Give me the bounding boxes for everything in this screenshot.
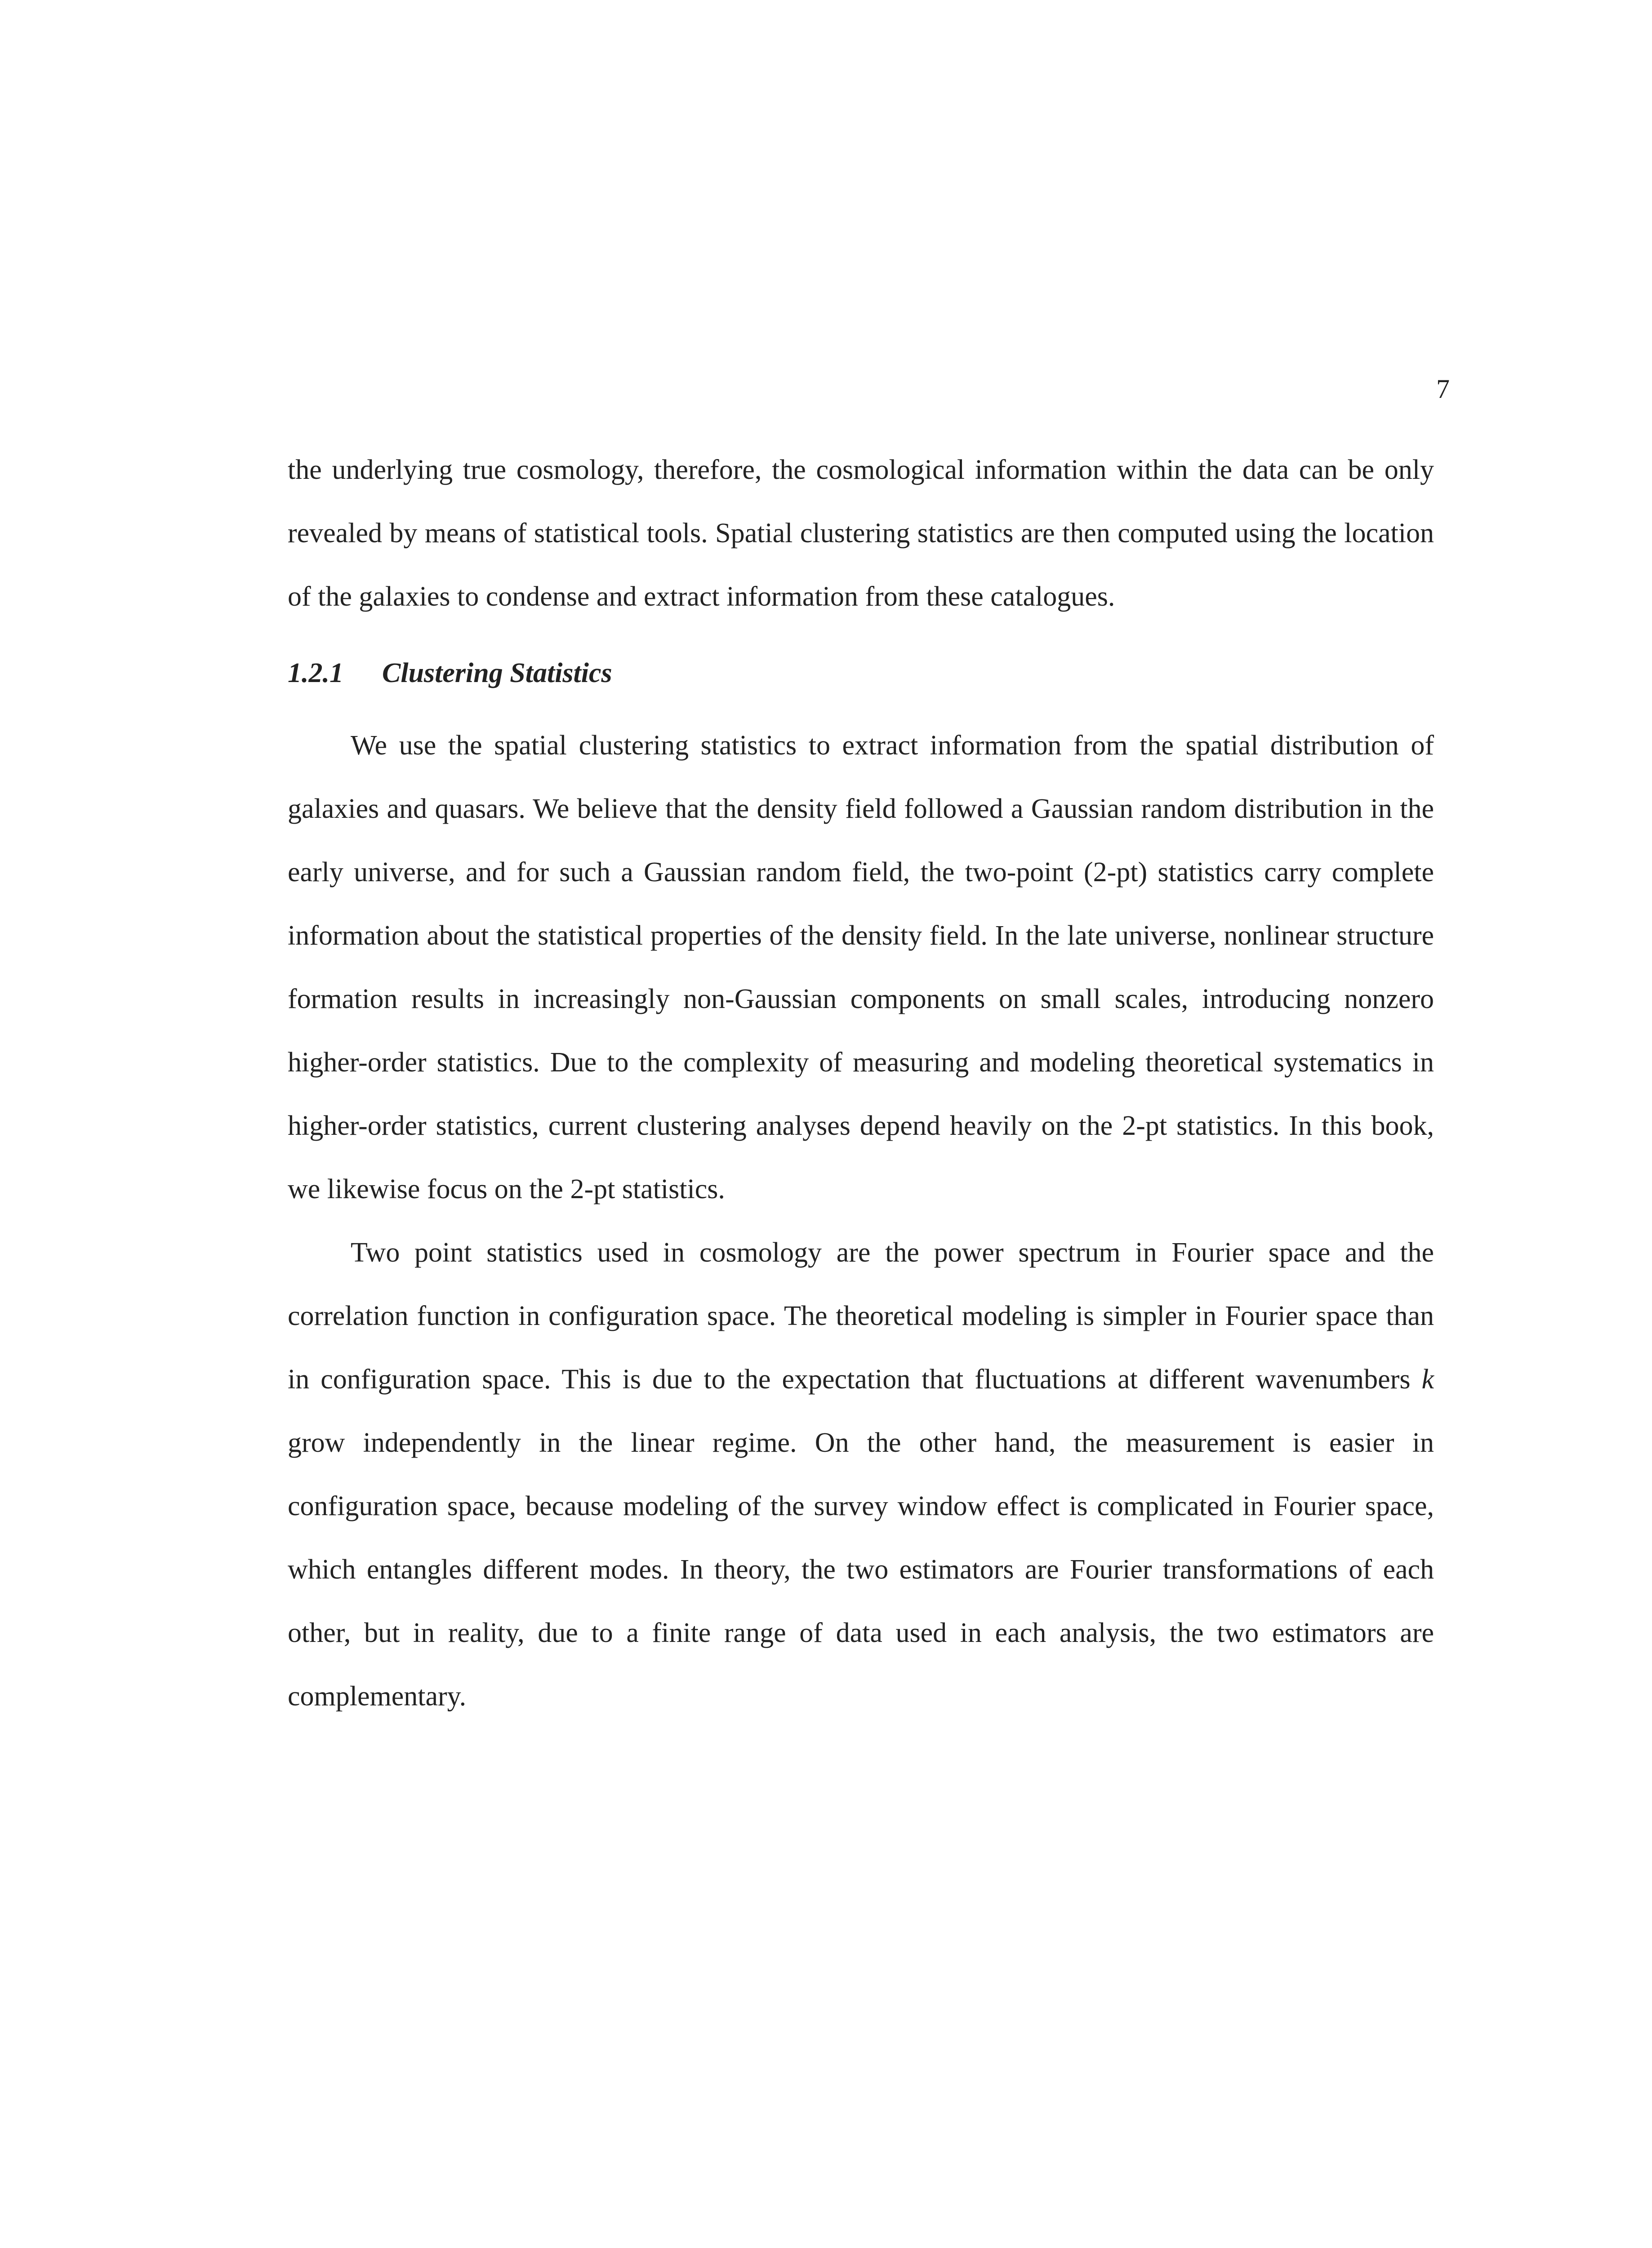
page-number: 7 [1436,374,1450,404]
paragraph-two-point-text-1: Two point statistics used in cosmology are the power spectrum in Fourier space and the correlation function in configuration space. The theoretical modeling is simpler in Fourier space than in configuration space. This is due to the expectation that fluctuations at different wavenumbers [288,1237,1434,1395]
wavenumber-symbol: k [1421,1364,1434,1395]
paragraph-two-point [288,1221,1434,1728]
paragraph-clustering: We use the spatial clustering statistics to extract information from the spatial distribution of galaxies and quasars. We believe that the density field followed a Gaussian random distribution in the early universe, and for such a Gaussian random field, the two-point (2-pt) statistics carry complete information about the statistical properties of the density field. In the late universe, nonlinear structure formation results in increasingly non-Gaussian components on small scales, introducing nonzero higher-order statistics. Due to the complexity of measuring and modeling theoretical systematics in higher-order statistics, current clustering analyses depend heavily on the 2-pt statistics. In this book, we likewise focus on the 2-pt statistics. [288,730,1434,1204]
page-body [288,438,1434,1728]
section-heading [288,653,1434,693]
section-number: 1.2.1 [288,658,343,688]
paragraph-intro: the underlying true cosmology, therefore, the cosmological information within the data can be only revealed by means of statistical tools. Spatial clustering statistics are then computed using the location of the galaxies to condense and extract information from these catalogues. [288,455,1434,612]
section-title: Clustering Statistics [382,658,612,688]
paragraph-two-point-text-2: grow independently in the linear regime. On the other hand, the measurement is easier in configuration space, because modeling of the survey window effect is complicated in Fourier space, which entangles different modes. In theory, the two estimators are Fourier transformations of each other, but in reality, due to a finite range of data used in each analysis, the two estimators are complementary. [288,1427,1434,1712]
